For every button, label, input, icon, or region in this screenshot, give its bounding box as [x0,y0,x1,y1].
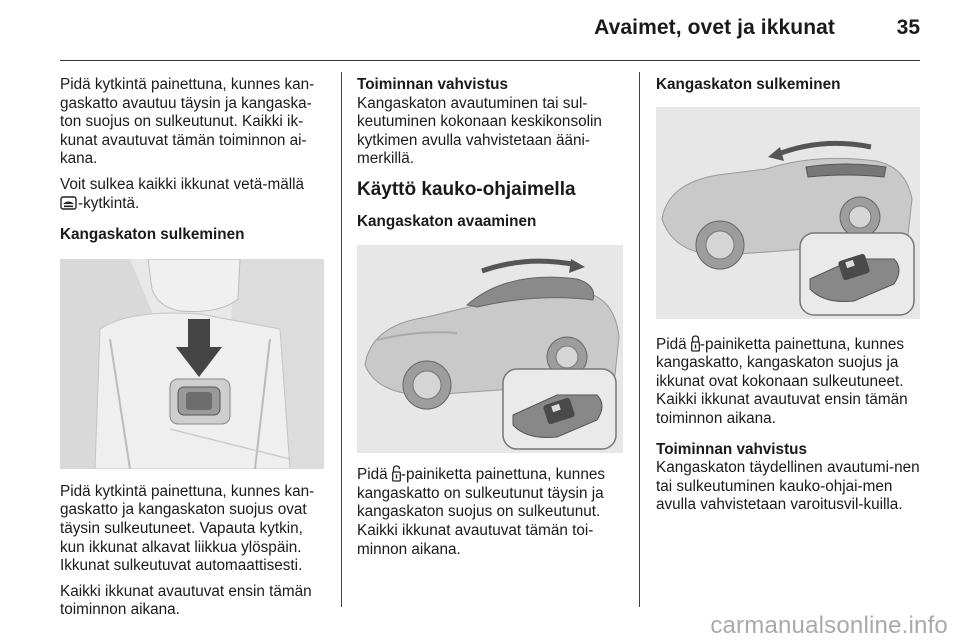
column-1 [60,76,326,627]
paragraph-close-note: Kaikki ikkunat avautuvat ensin tämän toiminnon aikana. [60,582,312,619]
paragraph-open-instruction: Pidä kytkintä painettuna, kunnes kan-gaskatto avautuu täysin ja kangaska-ton suojus on sulkeutunut. Kaikki ik-kunat avautuvat tämän toiminnon ai-kana. [60,76,315,168]
text-fragment: -painiketta painettuna, kunnes kangaskatto on sulkeutunut täysin ja kangaskaton suojus on sulkeutunut. Kaikki ikkunat avautuvat tämän toi-minnon aikana. [357,466,605,558]
paragraph-close-instruction: Pidä kytkintä painettuna, kunnes kan-gaskatto ja kangaskaton suojus ovat täysin sulkeutuneet. Vapauta kytkin, kun ikkunat alkavat liikkua ylöspäin. Ikkunat sulkeutuvat automaattisesti. [60,482,315,575]
text-fragment: Pidä [357,466,392,484]
heading-confirmation: Toiminnan vahvistus [357,76,509,93]
watermark: carmanualsonline.info [710,612,948,639]
paragraph-close-windows [60,176,326,213]
column-divider-2 [639,72,640,607]
section-heading-close: Kangaskaton sulkeminen [60,226,245,244]
page-number: 35 [896,16,920,39]
column-2 [357,76,625,566]
heading-confirmation-remote: Toiminnan vahvistus [656,440,808,458]
paragraph-close-remote [656,335,924,429]
paragraph-open-remote [357,465,625,559]
column-divider-1 [341,72,342,607]
text-fragment: Pidä [656,335,691,353]
column-3 [656,76,924,522]
text-fragment: -kytkintä. [78,194,140,212]
heading-open-roof: Kangaskaton avaaminen [357,212,537,230]
paragraph-confirmation: Kangaskaton avautuminen tai sul-keutuminen kokonaan keskikonsolin kytkimen avulla vahvistetaan ääni-merkillä. [357,94,602,168]
key-lock-icon [691,335,700,352]
car-illustration-close [656,107,920,319]
car-close-remote-image [656,107,920,319]
console-illustration [60,259,324,469]
console-switch-image [60,259,324,469]
page-header [0,0,960,62]
page-title: Avaimet, ovet ja ikkunat [594,16,835,39]
key-unlock-icon [392,465,401,482]
roof-switch-icon [60,196,77,210]
car-open-remote-image [357,245,623,453]
text-fragment: Voit sulkea kaikki ikkunat vetä-mällä [60,175,305,193]
heading-remote-operation: Käyttö kauko-ohjaimella [357,178,576,200]
car-illustration-open [357,245,623,453]
paragraph-confirmation-remote: Kangaskaton täydellinen avautumi-nen tai sulkeutuminen kauko-ohjai-men avulla vahvistetaan varoitusvil-kuilla. [656,459,920,514]
heading-close-roof-remote: Kangaskaton sulkeminen [656,76,841,93]
text-fragment: -painiketta painettuna, kunnes kangaskatto, kangaskaton suojus ja ikkunat ovat kokonaan sulkeutuneet. Kaikki ikkunat avautuvat ensin tämän toiminnon aikana. [656,335,908,427]
header-rule [60,60,920,61]
